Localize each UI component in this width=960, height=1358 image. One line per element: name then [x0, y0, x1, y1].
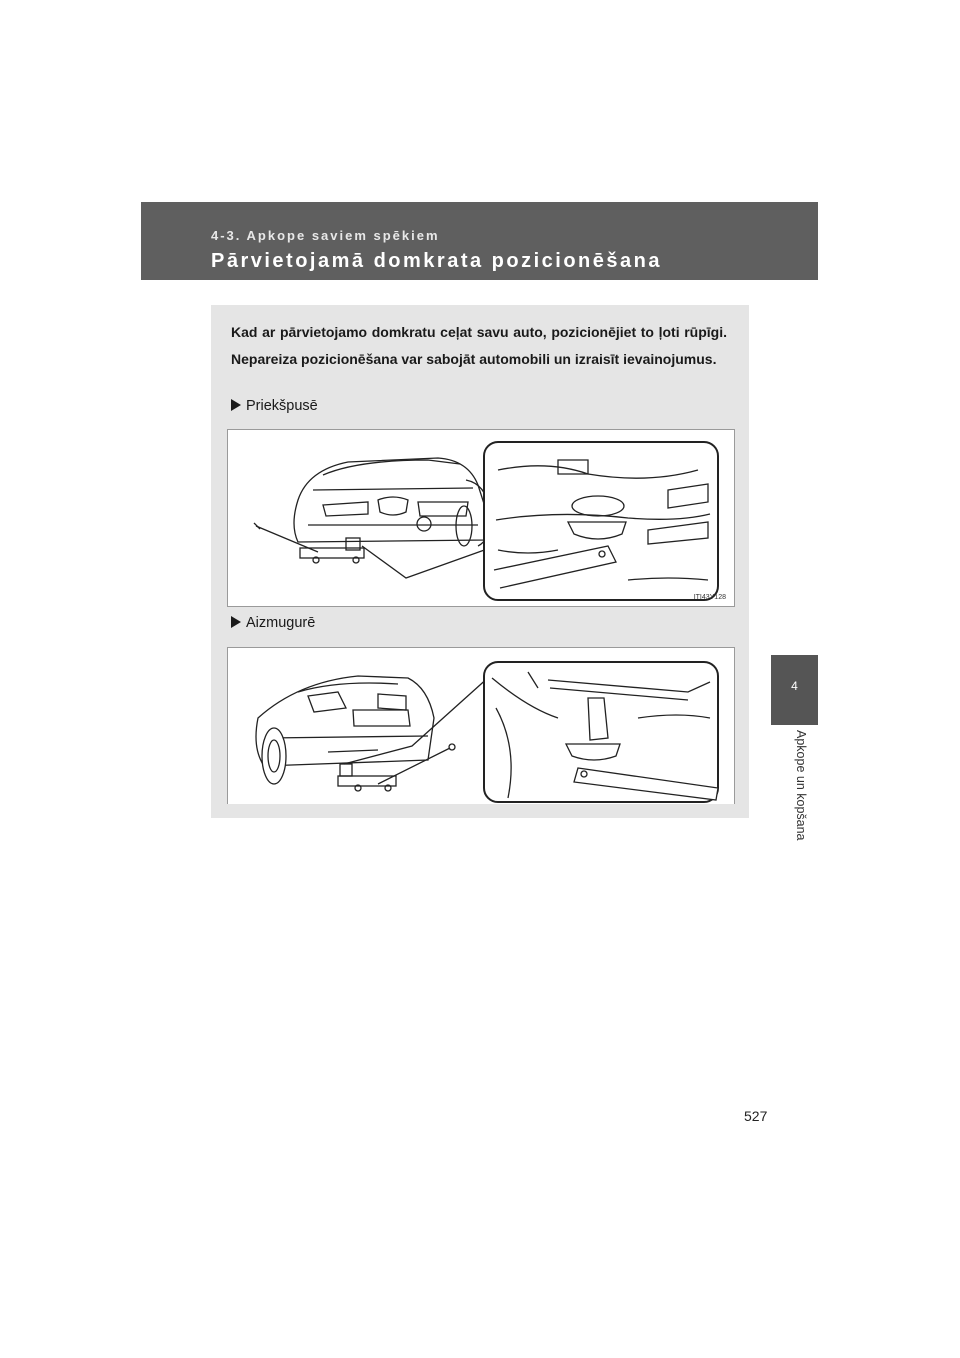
- chapter-number: 4: [791, 679, 798, 693]
- rear-jack-illustration: [228, 648, 734, 804]
- chapter-side-label: [794, 730, 810, 870]
- front-heading-text: Priekšpusē: [246, 398, 318, 414]
- front-jack-figure: [227, 429, 735, 607]
- intro-text: Kad ar pārvietojamo domkratu ceļat savu auto, pozicionējiet to ļoti rūpīgi. Nepareiza pozicionēšana var sabojāt automobili un izraisīt ievainojumus.: [231, 324, 727, 367]
- chapter-tab[interactable]: [771, 655, 818, 725]
- page-title: Pārvietojamā domkrata pozicionēšana: [211, 250, 662, 272]
- page-number: 527: [744, 1108, 768, 1124]
- rear-heading: [231, 615, 315, 631]
- figure-code: ITI43Y128: [693, 594, 726, 601]
- rear-jack-figure: [227, 647, 735, 804]
- section-breadcrumb: 4-3. Apkope saviem spēkiem: [211, 228, 440, 243]
- front-heading: [231, 398, 318, 414]
- triangle-bullet-icon: [231, 616, 241, 628]
- front-jack-illustration: [228, 430, 734, 606]
- info-panel: [211, 305, 749, 818]
- rear-heading-text: Aizmugurē: [246, 615, 316, 631]
- chapter-label-text: Apkope un kopšana: [794, 730, 808, 841]
- chapter-header: [141, 202, 818, 280]
- triangle-bullet-icon: [231, 399, 241, 411]
